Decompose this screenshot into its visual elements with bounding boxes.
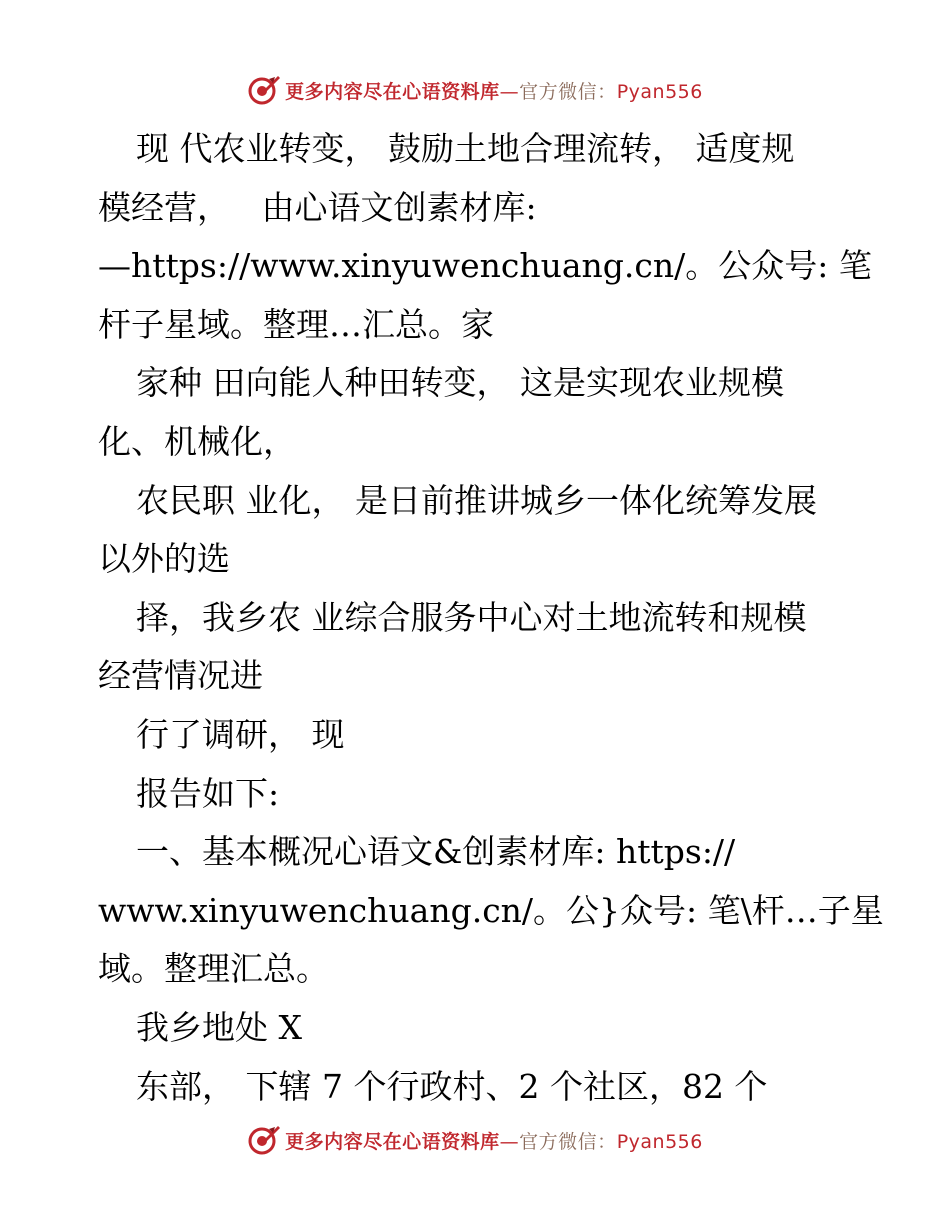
text-line: 化、机械化， xyxy=(98,421,296,461)
text-line: 行了调研， 现 xyxy=(136,714,345,754)
text-line: 择，我乡农 业综合服务中心对土地流转和规模 xyxy=(136,597,807,637)
text-line: 东部， 下辖 7 个行政村、2 个社区，82 个 xyxy=(136,1066,768,1106)
banner-wechat-id: Pyan556 xyxy=(616,1130,703,1153)
text-line: 模经营， 由心语文创素材库: xyxy=(98,187,537,227)
text-line: www.xinyuwenchuang.cn/。公}众号: 笔\杆…子星 xyxy=(98,890,884,930)
document-body xyxy=(98,120,884,1116)
banner-main-text: 更多内容尽在心语资料库 xyxy=(285,80,500,103)
text-line: 我乡地处 X xyxy=(136,1007,302,1047)
text-line: 现 代农业转变， 鼓励土地合理流转， 适度规 xyxy=(136,129,795,168)
banner-official-label: 官方微信： xyxy=(519,80,617,103)
banner-text xyxy=(285,1127,703,1154)
text-line: 报告如下: xyxy=(136,773,280,813)
text-line: 家种 田向能人种田转变， 这是实现农业规模 xyxy=(136,363,784,403)
text-line: 杆子星域。整理…汇总。家 xyxy=(98,304,494,344)
text-line: 经营情况进 xyxy=(98,656,263,696)
banner-text xyxy=(285,77,703,104)
text-line: 一、基本概况心语文&创素材库: https:// xyxy=(136,832,736,872)
banner-main-text: 更多内容尽在心语资料库 xyxy=(285,1130,500,1153)
brand-logo-icon xyxy=(247,1123,281,1157)
text-line: 以外的选 xyxy=(98,539,230,579)
banner-dash: — xyxy=(499,80,520,103)
footer-banner xyxy=(0,1120,950,1160)
text-line: 域。整理汇总。 xyxy=(98,949,329,989)
banner-dash: — xyxy=(499,1130,520,1153)
banner-official-label: 官方微信： xyxy=(519,1130,617,1153)
banner-wechat-id: Pyan556 xyxy=(616,80,703,103)
brand-logo-icon xyxy=(247,73,281,107)
header-banner xyxy=(0,70,950,110)
text-line: 农民职 业化， 是日前推讲城乡一体化统筹发展 xyxy=(136,480,817,520)
text-line: —https://www.xinyuwenchuang.cn/。公众号: 笔 xyxy=(98,246,872,286)
